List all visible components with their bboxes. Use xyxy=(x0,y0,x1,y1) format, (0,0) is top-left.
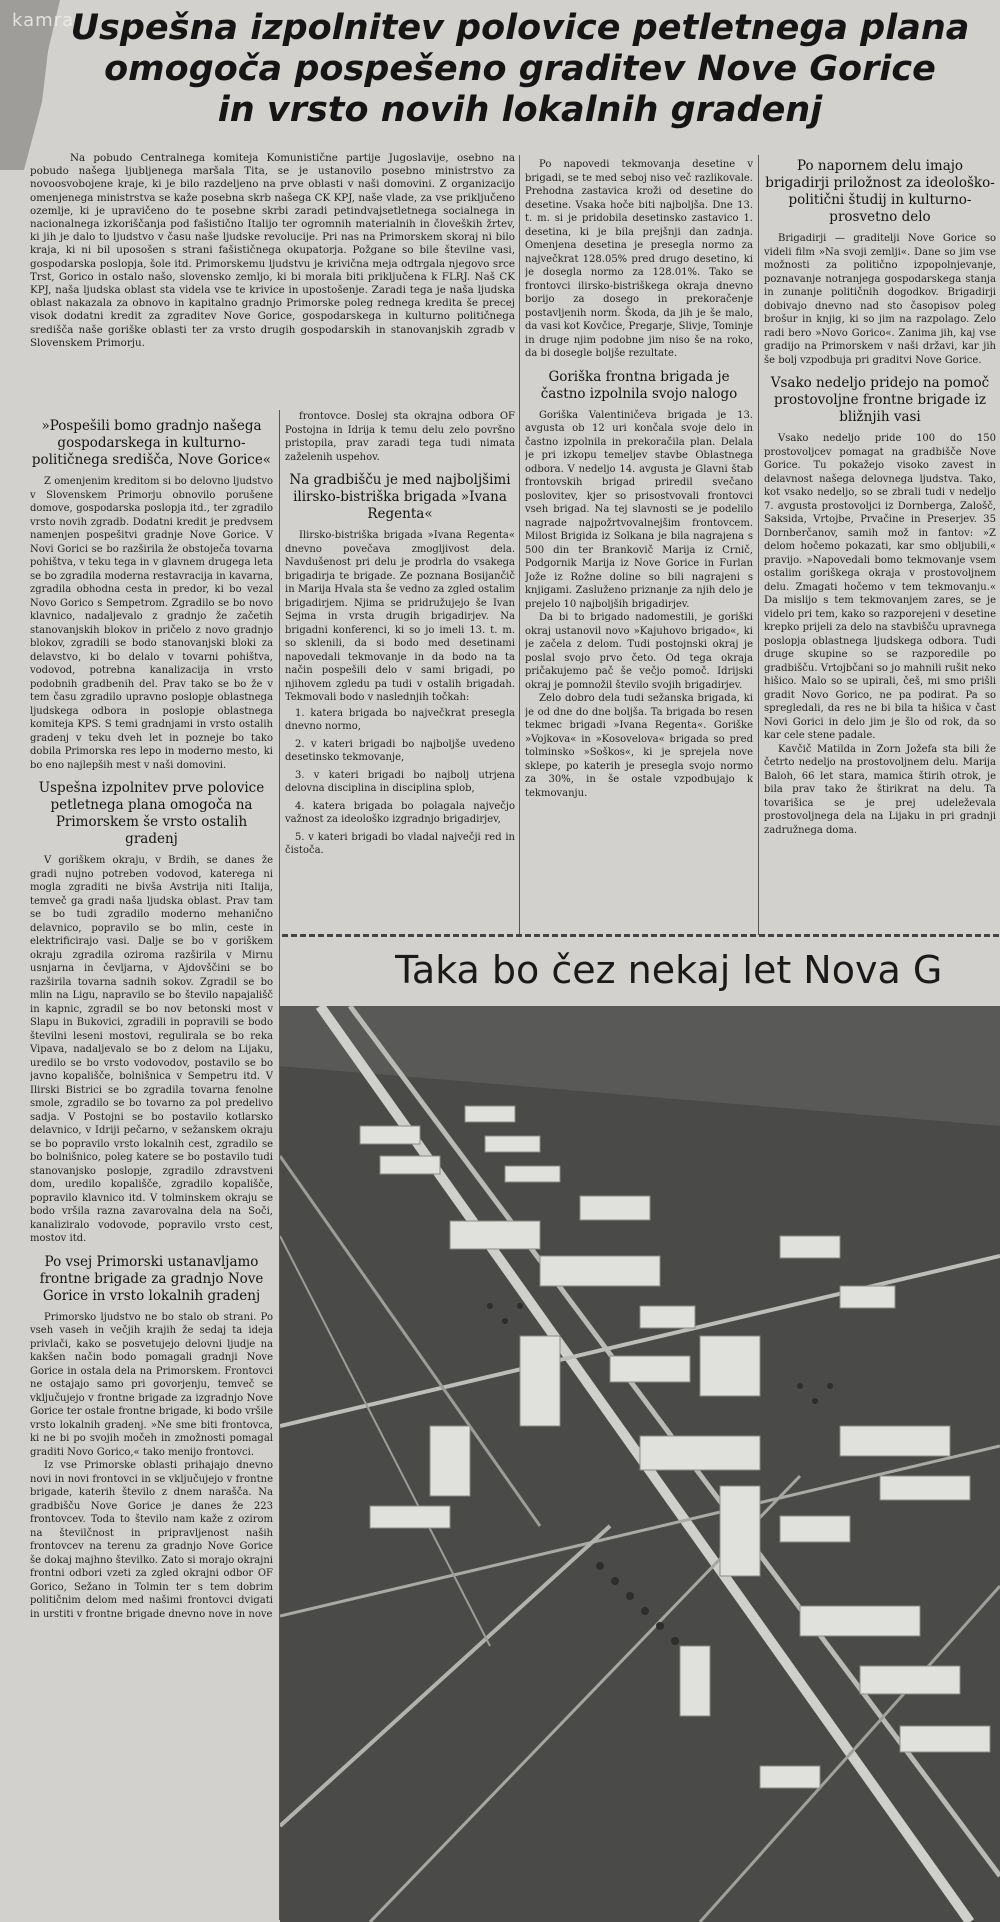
headline-line-1: Uspešna izpolnitev polovice petletnega plana xyxy=(70,8,970,48)
subheading-frontne-brigade: Po vsej Primorski ustanavljamo frontne brigade za gradnjo Nove Gorice in vrsto lokalnih gradenj xyxy=(39,1253,264,1304)
subheading-ideoloski-studij: Po napornem delu imajo brigadirji priložnost za ideološko-politični študij in kulturno-prosvetno delo xyxy=(765,158,995,225)
subheading-uspesna-izpolnitev: Uspešna izpolnitev prve polovice petletnega plana omogoča na Primorskem še vrsto ostalih gradenj xyxy=(38,780,265,847)
headline-line-3: in vrsto novih lokalnih gradenj xyxy=(217,90,823,130)
section-divider xyxy=(282,934,1000,937)
column-divider xyxy=(519,155,520,935)
competition-list xyxy=(285,707,515,858)
lead-article xyxy=(30,152,515,404)
paragraph: Goriška Valentiničeva brigada je 13. avgusta ob 12 uri končala svoje delo in častno izpolnila in prekoračila plan. Delala je pri izkopu temeljev stavbe Oblastnega odbora. V nedeljo 14. avgusta je Glavni štab frontovskih brigad priredil svečano poslovitev, kjer so prisostvovali frontovci vseh brigad. Na tej slavnosti se je podelilo nagrade najpožrtvovalnejšim frontovcem. Milost Brigida iz Solkana je bila nagrajena s 500 din ter Brankovič Marija iz Crnič, Podgornik Marija iz Nove Gorice in Furlan Jože iz Rožne doline so bili nagrajeni s knjigami. Zasluženo priznanje za njih delo je prejelo 10 najboljših brigadirjev. xyxy=(525,409,753,610)
paragraph: Iz vse Primorske oblasti prihajajo dnevno novi in novi frontovci in se vključujejo v frontne brigade, katerih število z dnem narašča. Na gradbišču Nove Gorice je danes že 223 frontovcev. Toda to število nam kaže z ozirom na številčnost in pripravljenost naših frontovcev na terenu za gradnjo Nove Gorice še dokaj majhno številko. Zato si morajo okrajni frontni odbori vzeti za zgled okrajni odbor OF Gorico, Sežano in Tolmin ter s tem dobrim političnim delom med našimi frontovci dvigati in urstiti v frontne brigade dnevno nove in nove xyxy=(30,1460,273,1620)
list-item: 5. v kateri brigadi bo vladal največji red in čistoča. xyxy=(285,831,515,856)
model-illustration xyxy=(280,1006,1000,1922)
column-4 xyxy=(764,158,996,935)
kamra-watermark-logo: kamra xyxy=(12,10,75,31)
subheading-vsako-nedeljo: Vsako nedeljo pridejo na pomoč prostovoljne frontne brigade iz bližnjih vasi xyxy=(770,375,990,425)
paragraph: frontovce. Doslej sta okrajna odbora OF Postojna in Idrija k temu delu zelo površno pristopila, prav zaradi tega tudi nimata zaželenih uspehov. xyxy=(285,411,515,463)
paragraph: Zelo dobro dela tudi sežanska brigada, ki je od dne do dne boljša. Ta brigada bo resen tekmec brigadi »Ivana Regenta«. Goriške »Vojkova« in »Kosovelova« brigada so pred tolminsko »Soškos«, ki je sprejela nove sklepe, po katerih je presegla svojo normo za 30%, in še ostale vzpodbujajo k tekmovanju. xyxy=(525,693,753,799)
paragraph: Da bi to brigado nadomestili, je goriški okraj ustanovil novo »Kajuhovo brigado«, ki je začela z delom. Tudi postojnski okraj je poslal svojo prvo četo. Od tega okraja pričakujemo pač še večjo pomoč. Idrijski okraj je pomnožil število svojih brigadirjev. xyxy=(525,612,753,691)
architectural-model-photo xyxy=(280,1006,1000,1922)
column-3 xyxy=(525,158,753,935)
paragraph: Vsako nedeljo pride 100 do 150 prostovoljcev pomagat na gradbišče Nove Gorice. Tu pokažejo visoko zavest in delavnost našega delovnega ljudstva. Tako, kot vsako nedeljo, so se zbrali tudi v nedeljo 7. avgusta prostovoljci iz Dornberga, Zalošč, Saksida, Vrtojbe, Prvačine in Preserjev. 35 Dornberčanov, samih mož in fantov: »Z delom hočemo pokazati, kar smo obljubili,« pravijo. »Napovedali bomo tekmovanje vsem ostalim goriškega okraja v prostovoljnem delu. Zmagati hočemo v tem tekmovanju.« Da mislijo s tem tekmovanjem zares, se je videlo pri tem, kako so razporejeni v desetine krepko prijeli za delo na stavbišču upravnega poslopja oblastnega ljudskega odbora. Tudi druge skupine so se razporedile po gradbišču. Vrtojbčani so jo mahnili rušit neko hišico. Malo so se upirali, češ, mi smo prišli gradit Novo Gorico, ne pa podirat. Pa so spregledali, da res ne bi bila ta hišica v čast Novi Gorici in delo jim je šlo od rok, da so kar cele stene padale. xyxy=(764,433,996,741)
column-divider xyxy=(758,155,759,935)
column-1 xyxy=(30,410,273,1918)
subheading-goriska-brigada: Goriška frontna brigada je častno izpolnila svojo nalogo xyxy=(540,368,738,402)
paragraph: Primorsko ljudstvo ne bo stalo ob strani. Po vseh vaseh in večjih krajih že sedaj ta ideja privlači, kako se posvetujejo delovni ljudje na kakšen način bodo pomagali gradnji Nove Gorice in ostala dela na Primorskem. Frontovci ne ostajajo samo pri govorjenju, temveč se vključujejo v frontne brigade za izgradnjo Nove Gorice ter ostale frontne brigade, ki bodo vršile vrsto lokalnih gradenj. »Ne sme biti frontovca, ki ne bi po svojih močeh in zmožnosti pomagal graditi Novo Gorico,« tako menijo frontovci. xyxy=(30,1311,273,1458)
lead-paragraph: Na pobudo Centralnega komiteja Komunistične partije Jugoslavije, osebno na pobudo našega ljubljenega maršala Tita, se je ustanovilo posebno ministrstvo za novoosvobojene kraje, ki je bilo razdeljeno na prve oblasti v naši domovini. Z organizacijo omenjenega ministrstva se kaže posebna skrb našega CK KPJ, naše vlade, za vse priključeno ozemlje, ki je upravičeno do te posebne skrbi zaradi petindvajsetletnega socialnega in nacionalnega izkoriščanja pod fašistično Italijo ter ogromnih materialnih in človeških žrtev, ki jih je dalo to ljudstvo v času naše ljudske revolucije. Pri nas na Primorskem skoraj ni bilo kraja, ki ni bil uposošen s strani fašističnega okupatorja. Požgane so bile številne vasi, gospodarska poslopja, šole itd. Primorskemu ljudstvu je krivična meja odtrgala njegovo srce Trst, Gorico in ostalo našo, slovensko zemljo, ki bi morala biti priključena k FLRJ. Naš CK KPJ, naša ljudska oblast sta videla vse te krivice in upostošenje. Zaradi tega je naša ljudska oblast nakazala za obnovo in kapitalno gradnjo Primorske poleg rednega kredita še precej visok dodatni kredit za zgraditev Nove Gorice, gospodarskega in kulturno političnega središča naše goriške oblasti ter za vrsto drugih gospodarskih in stanovanjskih zgradb v Slovenskem Primorju. xyxy=(30,152,515,349)
subheading-pospesili: »Pospešili bomo gradnjo našega gospodarskega in kulturno-političnega središča, Nove Gorice« xyxy=(31,418,272,468)
list-item: 1. katera brigada bo največkrat presegla dnevno normo, xyxy=(285,707,515,732)
paragraph: Brigadirji — graditelji Nove Gorice so videli film »Na svoji zemlji«. Dane so jim vse možnosti za politično izpopolnjevanje, poznavanje notranjega gospodarskega stanja in zunanje političnih dogodkov. Brigadirji dobivajo dnevno nad sto časopisov poleg brošur in knjig, ki so jim na razpolago. Zelo radi bero »Novo Gorico«. Zanima jih, kaj vse gradijo na Primorskem v naši državi, kar jih še bolj vzpodbuja pri graditvi Nove Gorice. xyxy=(764,233,996,366)
photo-caption-heading: Taka bo čez nekaj let Nova G xyxy=(395,948,943,992)
paragraph: Kavčič Matilda in Zorn Jožefa sta bili že četrto nedeljo na prostovoljnem delu. Marija Baloh, 66 let stara, mamica štirih otrok, je bila prav tako že štirikrat na delu. Ta tovarišica se je prej udeleževala prostovoljnega dela na Lijaku in pri gradnji zadružnega doma. xyxy=(764,743,996,836)
list-item: 4. katera brigada bo polagala največjo važnost za ideološko izgradnjo brigadirjev, xyxy=(285,800,515,825)
main-headline xyxy=(55,8,985,131)
paragraph: Z omenjenim kreditom si bo delovno ljudstvo v Slovenskem Primorju obnovilo porušene domove, gospodarska poslopja itd., ter zgradilo vrsto novih zgradb. Dodatni kredit je predvsem namenjen pospešitvi gradnje Nove Gorice. V Novi Gorici se bo razširila že obstoječa tovarna pohištva, v teku tega in v glavnem drugega leta se bo zgradila moderna restavracija in kavarna, zgradila obhodna cesta in predor, ki bo vezal Novo Gorico s Sempetrom. Zgradilo se bo novo klavnico, nadaljevalo z gradnjo že začetih stanovanjskih blokov in pričelo z novo gradnjo blokov, zgradili se bodo stanovanjski bloki za delavstvo, ki bo delalo v tovarni pohištva, vodovod, potrebna kanalizacija in vrsto podobnih gradbenih del. Prav tako se bo že v tem času zgradilo upravno poslopje oblastnega ljudskega odbora in poslopje oblastnega komiteja KPS. S temi gradnjami in vrsto ostalih gradenj v teku dveh let in pozneje bo tako dobila Primorska res lepo in moderno mesto, ki bo eno najlepših mest v naši domovini. xyxy=(30,476,273,771)
paragraph: Ilirsko-bistriška brigada »Ivana Regenta« dnevno povečava zmogljivost dela. Navdušenost pri delu je prodrla do vsakega brigadirja te brigade. Ze poznana Bosijančič in Marija Hvala sta še vedno za zgled ostalim brigadirjem. Njima se pridružujejo še Ivan Sejma in vrsta drugih brigadirjev. Na brigadni konferenci, ki so jo imeli 13. t. m. so sklenili, da si bodo med desetinami napovedali tekmovanje in da bodo na ta način pospešili delo v sami brigadi, po njihovem zgledu pa tudi v ostalih brigadah. Tekmovali bodo v naslednjih točkah: xyxy=(285,530,515,703)
paragraph: V goriškem okraju, v Brdih, se danes že gradi nujno potreben vodovod, katerega ni mogla zgraditi ne bivša Avstrija niti Italija, temveč ga gradi naša ljudska oblast. Prav tam se bo tudi zgradilo moderno mehanično delavnico, popravilo se bo mlin, ceste in elektrificirajo vasi. Dalje se bo v goriškem okraju zgradila oziroma razširila v Mirnu usnjarna in čevljarna, v Ajdovščini se bo razširila tovarna sadnih sokov. Zgradil se bo mlin na Ligu, napravilo se bo število napajališč in kapnic, zgradil se bo nov betonski most v Slapu in Bukovici, zgradili in popravili se bodo številni leseni mostovi, regulirala se bo reka Vipava, nadaljevalo se bo z delom na Lijaku, uredilo se bo vrsto vodovodov, postavilo se bo javno kopališče, bolnišnica v Sempetru itd. V Ilirski Bistrici se bo zgradila tovarna fenolne smole, zgradilo se bo tovarno za pol predelivo sadja. V Postojni se bo postavilo kotlarsko delavnico, v Idriji pečarno, v sežanskem okraju se bo popravilo vrsto lokalnih cest, zgradilo se bo bolnišnico, poleg katere se bo postavilo tudi stanovanjsko poslopje, zgradilo zdravstveni dom, uredilo kopališče, zgradilo kopališče, popravilo klavnico itd. V tolminskem okraju se bodo vršila razna zavarovalna dela na Soči, kanaliziralo vodovode, popravilo vrsto cest, mostov itd. xyxy=(30,855,273,1244)
paragraph: Po napovedi tekmovanja desetine v brigadi, se te med seboj niso več razlikovale. Prehodna zastavica kroži od desetine do desetine. Vsaka hoče biti najboljša. Dne 13. t. m. si je pridobila desetinsko zastavico 1. desetina, ki je bila prejšnji dan zadnja. Omenjena desetina je presegla normo za največkrat 128.05% pred drugo desetino, ki je dosegla normo za 128.01%. Tako se frontovci ilirsko-bistriškega okraja dnevno borijo za dosego in prekoračenje postavljenih norm. Škoda, da jih je še malo, da vasi kot Kovčice, Pregarje, Slivje, Tominje in druge njim podobne jim niso še na roko, da bi dosegle boljše rezultate. xyxy=(525,159,753,359)
headline-line-2: omogoča pospešeno graditev Nove Gorice xyxy=(104,49,936,89)
column-2 xyxy=(285,410,515,935)
subheading-ivana-regenta: Na gradbišču je med najboljšimi ilirsko-bistriška brigada »Ivana Regenta« xyxy=(289,472,511,522)
list-item: 3. v kateri brigadi bo najbolj utrjena delovna disciplina in disciplina splob, xyxy=(285,769,515,794)
list-item: 2. v kateri brigadi bo najboljše uvedeno desetinsko tekmovanje, xyxy=(285,738,515,763)
